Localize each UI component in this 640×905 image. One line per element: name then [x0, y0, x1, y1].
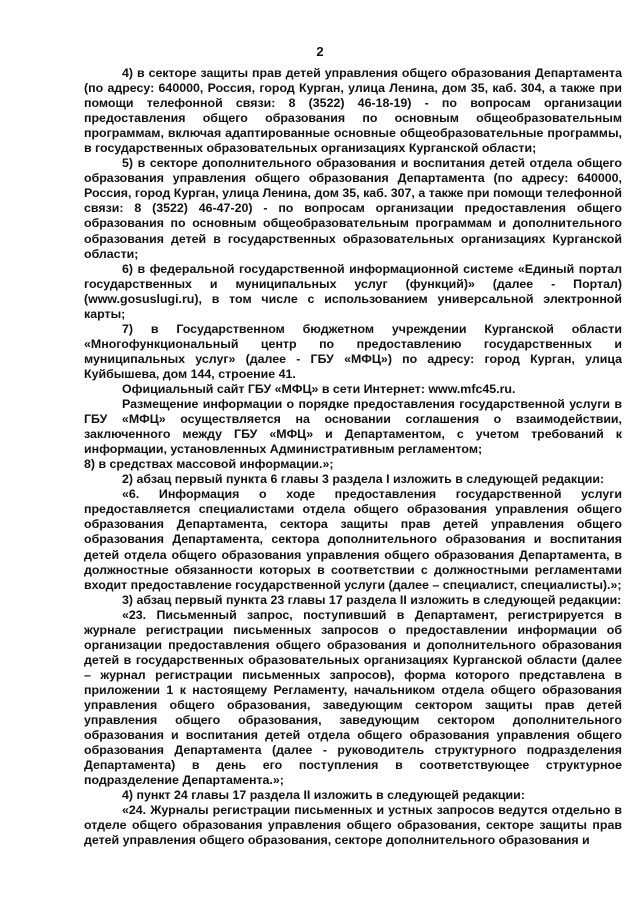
paragraph-clause-6-text: «6. Информация о ходе предоставления государственной услуги предоставляется специалистами отдела общего образования управления общего образования Департамента, сектора защиты прав детей управления общего образования Департамента, сектора дополнительного образования и воспитания детей отдела общего образования управления общего образования Департамента, в должностные обязанности которых в соответствии с должностными регламентами входит предоставление государственной услуги (далее – специалист, специалисты).»; [84, 487, 622, 592]
paragraph-mfc-website: Официальный сайт ГБУ «МФЦ» в сети Интернет: www.mfc45.ru. [122, 381, 516, 396]
paragraph-item-7-mfc: 7) в Государственном бюджетном учреждении Курганской области «Многофункциональный центр по предоставлению государственных и муниципальных услуг» (далее - ГБУ «МФЦ») по адресу: город Курган, улица Куйбышева, дом 144, строение 41. [84, 321, 622, 381]
page-number: 2 [316, 44, 324, 59]
paragraph-item-8-mass-media: 8) в средствах массовой информации.»; [84, 457, 334, 472]
paragraph-amendment-3: 3) абзац первый пункта 23 главы 17 раздела II изложить в следующей редакции: [122, 592, 622, 607]
paragraph-clause-24-text: «24. Журналы регистрации письменных и устных запросов ведутся отдельно в отделе общего образования управления общего образования, секторе защиты прав детей управления общего образования, секторе дополнительного образования и [84, 803, 622, 848]
paragraph-amendment-4: 4) пункт 24 главы 17 раздела II изложить в следующей редакции: [122, 788, 525, 803]
paragraph-amendment-2: 2) абзац первый пункта 6 главы 3 раздела I изложить в следующей редакции: [122, 472, 605, 487]
paragraph-item-5-additional-education-sector: 5) в секторе дополнительного образования и воспитания детей отдела общего образования управления общего образования Департамента (по адресу: 640000, Россия, город Курган, улица Ленина, дом 35, каб. 307, а также при помощи телефонной связи: 8 (3522) 46-47-20) - по вопросам организации предоставления общего образования по основным общеобразовательным программам и дополнительного образования детей в государственных образовательных организациях Курганской области; [84, 156, 622, 261]
paragraph-clause-23-text: «23. Письменный запрос, поступивший в Департамент, регистрируется в журнале регистрации письменных запросов о предоставлении информации об организации предоставления общего образования и дополнительного образования детей в государственных образовательных организациях Курганской области (далее – журнал регистрации письменных запросов), форма которого представлена в приложении 1 к настоящему Регламенту, начальником отдела общего образования управления общего образования, заведующим сектором защиты прав детей управления общего образования, заведующим сектором дополнительного образования и воспитания детей отдела общего образования управления общего образования Департамента (далее - руководитель структурного подразделения Департамента) в день его поступления в соответствующее структурное подразделение Департамента.»; [84, 607, 622, 788]
paragraph-item-6-federal-portal: 6) в федеральной государственной информационной системе «Единый портал государственных и муниципальных услуг (функций)» (далее - Портал) (www.gosuslugi.ru), в том числе с использованием универсальной электронной карты; [84, 261, 622, 321]
paragraph-mfc-information-placement: Размещение информации о порядке предоставления государственной услуги в ГБУ «МФЦ» осуществляется на основании соглашения о взаимодействии, заключенного между ГБУ «МФЦ» и Департаментом, с учетом требований к информации, установленных Административным регламентом; [84, 397, 622, 457]
document-body [84, 66, 622, 848]
paragraph-item-4-child-rights-sector: 4) в секторе защиты прав детей управления общего образования Департамента (по адресу: 640000, Россия, город Курган, улица Ленина, дом 35, каб. 304, а также при помощи телефонной связи: 8 (3522) 46-18-19) - по вопросам организации предоставления общего образования по основным общеобразовательным программам, включая адаптированные основные общеобразовательные программы, в государственных образовательных организациях Курганской области; [84, 66, 622, 156]
